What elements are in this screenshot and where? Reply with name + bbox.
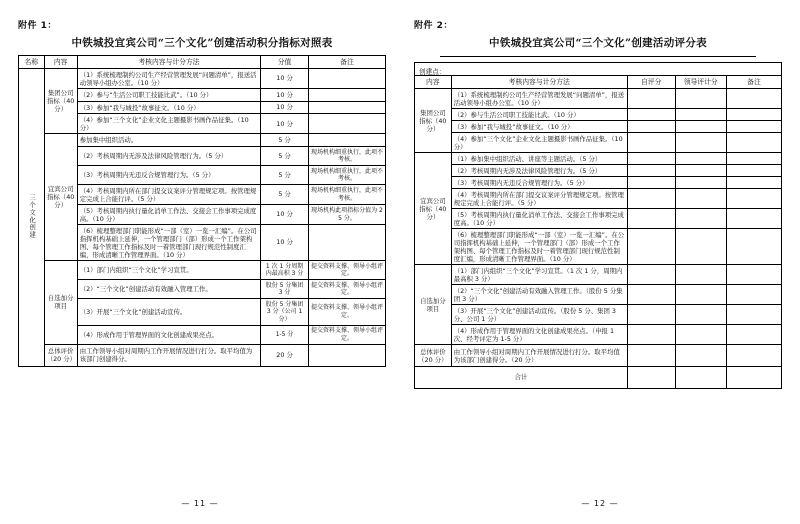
right-page	[400, 0, 800, 524]
remark-cell	[308, 225, 385, 261]
score-cell: 20 分	[261, 344, 309, 366]
col-remark: 备注	[726, 76, 781, 89]
remark-cell	[308, 89, 385, 102]
self-score-cell[interactable]	[627, 121, 675, 133]
self-score-cell[interactable]	[627, 345, 675, 367]
remark-cell: 提交资料支撑、领导小组评定。	[308, 299, 385, 326]
table-row	[415, 285, 782, 305]
method-cell: 由工作领导小组对周期内工作开展情况进行打分。取平均值为该部门创建得分。（20 分）	[451, 345, 627, 367]
review-score-cell[interactable]	[675, 325, 726, 345]
self-score-cell[interactable]	[627, 89, 675, 109]
remark-cell: 现场机构细重执行，此项不考核。	[308, 185, 385, 205]
remark-cell: 现场机构此项指标分值为 25 分。	[308, 205, 385, 225]
total-label: 合计	[415, 367, 628, 389]
table-row	[415, 305, 782, 325]
table-header-row	[415, 76, 782, 89]
col-content: 内容	[44, 56, 77, 69]
review-score-cell[interactable]	[675, 133, 726, 153]
remark-cell[interactable]	[726, 133, 781, 153]
table-row	[415, 89, 782, 109]
method-cell: （6）梳理整理部门职能形成“一部（室）一览一汇编”。在公司指挥机构基础上延伸，一个管理部门（部）形成一个工作架构图、每个管理工作指标及时一着管理部门现行规范性制度汇编，形成清晰工作管理界面。（10 分）	[451, 229, 627, 265]
score-cell: 10 分	[261, 114, 309, 134]
review-score-cell[interactable]	[675, 165, 726, 177]
review-score-cell[interactable]	[675, 285, 726, 305]
total-remark-cell[interactable]	[726, 367, 781, 389]
table-row	[415, 265, 782, 285]
review-score-cell[interactable]	[675, 345, 726, 367]
table-row	[415, 133, 782, 153]
method-cell: （3）参加“我与城投”故事征文。（10 分）	[77, 101, 261, 114]
score-cell: 5 分	[261, 134, 309, 147]
score-cell: 5 分	[261, 185, 309, 205]
total-review-cell[interactable]	[675, 367, 726, 389]
creator-field: 创建点：	[414, 62, 782, 75]
method-cell: （1）参加集中组织活动、讲座等主题活动。（5 分）	[451, 153, 627, 165]
table-row-total	[19, 344, 386, 366]
table-row-sum	[415, 367, 782, 389]
title-underline	[440, 55, 756, 57]
remark-cell	[308, 344, 385, 366]
remark-cell[interactable]	[726, 265, 781, 285]
remark-cell[interactable]	[726, 345, 781, 367]
self-score-cell[interactable]	[627, 285, 675, 305]
self-score-cell[interactable]	[627, 265, 675, 285]
remark-cell[interactable]	[726, 285, 781, 305]
method-cell: （5）考核周期内执行量化消单工作法、交接会工作事项完成度高。（10 分）	[451, 209, 627, 229]
self-score-cell[interactable]	[627, 153, 675, 165]
right-page-title: 中铁城投宜宾公司“三个文化”创建活动评分表	[489, 37, 707, 49]
group-label-jituan: 集团公司指标（40 分）	[415, 89, 452, 153]
method-cell: （3）开展“三个文化”创建活动宣传。	[77, 299, 261, 326]
col-method: 考核内容与计分方法	[451, 76, 627, 89]
self-score-cell[interactable]	[627, 165, 675, 177]
remark-cell	[308, 134, 385, 147]
page-number-right: — 12 —	[581, 499, 619, 508]
self-score-cell[interactable]	[627, 305, 675, 325]
review-score-cell[interactable]	[675, 121, 726, 133]
table-row	[19, 69, 386, 89]
score-cell: 10 分	[261, 205, 309, 225]
group-label-yibin: 宜宾公司指标（40 分）	[415, 153, 452, 265]
remark-cell: 现场机构细重执行，此项不考核。	[308, 166, 385, 185]
method-cell: （4）考核周期内所在部门提交议案评分管理规定项。按管理规定完成上合能行评。（5 分）	[451, 189, 627, 209]
method-cell: （4）参加“三个文化”企业文化主题摄影书画作品征集。（10 分）	[77, 114, 261, 134]
self-score-cell[interactable]	[627, 177, 675, 189]
review-score-cell[interactable]	[675, 153, 726, 165]
review-score-cell[interactable]	[675, 265, 726, 285]
score-cell: 10 分	[261, 89, 309, 102]
method-cell: （2）参与生活公司职工技能比武。（10 分）	[451, 109, 627, 121]
method-cell: （3）参加“我与城投”故事征文。（10 分）	[451, 121, 627, 133]
score-cell: 5 分	[261, 147, 309, 166]
col-score: 分值	[261, 56, 309, 69]
method-cell: （2）“三个文化”创建活动有效融入管理工作。（股份 5 分集团 3 分）	[451, 285, 627, 305]
col-self-score: 自评分	[627, 76, 675, 89]
score-cell: 股份 5 分集团 3 分（公司 1 分）	[261, 299, 309, 326]
remark-cell	[308, 69, 385, 89]
self-score-cell[interactable]	[627, 109, 675, 121]
remark-cell: 提交资料支撑、领导小组评定。	[308, 261, 385, 280]
method-cell: （4）参加“三个文化”企业文化主题摄影书画作品征集。（10 分）	[451, 133, 627, 153]
remark-cell[interactable]	[726, 89, 781, 109]
col-method: 考核内容与计分方法	[77, 56, 261, 69]
remark-cell[interactable]	[726, 121, 781, 133]
method-cell: （3）考核周期内无违反合规管理行为。（5 分）	[451, 177, 627, 189]
method-cell: （1）系统梳理制约公司生产经营管理发展“问题清单”，报送活动领导小组办公室。（10 分）	[77, 69, 261, 89]
method-cell: （1）部门内组织“三个文化”学习宣贯。	[77, 261, 261, 280]
review-score-cell[interactable]	[675, 109, 726, 121]
remark-cell[interactable]	[726, 153, 781, 165]
remark-cell	[308, 101, 385, 114]
remark-cell[interactable]	[726, 189, 781, 209]
self-score-cell[interactable]	[627, 189, 675, 209]
score-cell: 1-5 分	[261, 325, 309, 344]
group-label-bonus: 自选加分项目	[44, 261, 77, 345]
row-label-left: 三个文化创建	[19, 69, 45, 366]
table-row	[415, 109, 782, 121]
table-row	[415, 165, 782, 177]
table-row	[415, 229, 782, 265]
left-score-table	[18, 55, 386, 367]
remark-cell[interactable]	[726, 305, 781, 325]
table-row	[415, 189, 782, 209]
review-score-cell[interactable]	[675, 189, 726, 209]
remark-cell	[308, 114, 385, 134]
method-cell: （1）系统梳理制约公司生产经营管理发展“问题清单”，报送活动领导小组办公室。（10 分）	[451, 89, 627, 109]
table-row	[415, 325, 782, 345]
table-row	[415, 121, 782, 133]
self-score-cell[interactable]	[627, 133, 675, 153]
table-row-total	[415, 345, 782, 367]
col-name: 名称	[19, 56, 45, 69]
col-remark: 备注	[308, 56, 385, 69]
attachment-label-right: 附件 2：	[414, 21, 453, 31]
remark-cell[interactable]	[726, 325, 781, 345]
right-score-table	[414, 75, 782, 389]
method-cell: （4）形成作用于管理界面的文化创建成果亮点。	[77, 325, 261, 344]
table-header-row	[19, 56, 386, 69]
attachment-label-left: 附件 1：	[18, 21, 57, 31]
col-content: 内容	[415, 76, 452, 89]
remark-cell[interactable]	[726, 177, 781, 189]
score-cell: 1 次 1 分周期内最高积 3 分	[261, 261, 309, 280]
method-cell: （6）梳理整理部门职能形成“一部（室）一览一汇编”。在公司指挥机构基础上延伸，一个管理部门（部）形成一个工作架构图、每个管理工作指标及时一着管理部门现行规范性制度汇编，形成清晰工作管理界面。（10 分）	[77, 225, 261, 261]
remark-cell: 提交资料支撑、领导小组评定。	[308, 280, 385, 299]
table-row	[19, 134, 386, 147]
method-cell: 由工作领导小组对周期内工作开展情况进行打分。取平均值为该部门创建得分。	[77, 344, 261, 366]
table-row	[415, 209, 782, 229]
col-review-score: 领导评计分	[675, 76, 726, 89]
method-cell: （2）参与“生活公司职工技能比武”。（10 分）	[77, 89, 261, 102]
score-cell: 10 分	[261, 69, 309, 89]
method-cell: （1）部门内组织“三个文化”学习宣贯。（1 次 1 分，周期内最高积 3 分）	[451, 265, 627, 285]
method-cell: （2）考核周期内无涉及法律风险管理行为。（5 分）	[451, 165, 627, 177]
method-cell: （2）“三个文化”创建活动有效融入管理工作。	[77, 280, 261, 299]
self-score-cell[interactable]	[627, 325, 675, 345]
remark-cell[interactable]	[726, 209, 781, 229]
group-label-overall: 总体评价（20 分）	[415, 345, 452, 367]
remark-cell: 现场机构细重执行，此项不考核。	[308, 147, 385, 166]
review-score-cell[interactable]	[675, 177, 726, 189]
left-page-title: 中铁城投宜宾公司“三个文化”创建活动积分指标对照表	[71, 37, 333, 49]
self-score-cell[interactable]	[627, 229, 675, 265]
self-score-cell[interactable]	[627, 209, 675, 229]
group-label-bonus: 自选加分项目	[415, 265, 452, 345]
method-cell: （4）形成作用于管理界面的文化创建成果亮点。（申报 1 次、经考评定为 1-5 分）	[451, 325, 627, 345]
method-cell: （3）考核周期内无违反合规管理行为。（5 分）	[77, 166, 261, 185]
page-number-left: — 11 —	[181, 499, 219, 508]
review-score-cell[interactable]	[675, 229, 726, 265]
score-cell: 5 分	[261, 166, 309, 185]
method-cell: （2）考核周期内无涉及法律风险管理行为。（5 分）	[77, 147, 261, 166]
review-score-cell[interactable]	[675, 209, 726, 229]
remark-cell[interactable]	[726, 109, 781, 121]
review-score-cell[interactable]	[675, 305, 726, 325]
method-cell: 参加集中组织活动。	[77, 134, 261, 147]
method-cell: （5）考核周期内执行量化消单工作法、交接会工作事项完成度高。（10 分）	[77, 205, 261, 225]
score-cell: 10 分	[261, 225, 309, 261]
method-cell: （4）考核周期内所在部门提交议案评分管理规定项。按管理规定完成上合能行评。（5 分）	[77, 185, 261, 205]
total-self-cell[interactable]	[627, 367, 675, 389]
review-score-cell[interactable]	[675, 89, 726, 109]
group-label-jituan: 集团公司指标（40 分）	[44, 69, 77, 134]
score-cell: 股份 5 分集团 3 分	[261, 280, 309, 299]
remark-cell[interactable]	[726, 229, 781, 265]
table-row	[19, 261, 386, 280]
remark-cell: 提交资料支撑、领导小组评定。	[308, 325, 385, 344]
remark-cell[interactable]	[726, 165, 781, 177]
group-label-overall: 总体评价（20 分）	[44, 344, 77, 366]
table-row	[415, 153, 782, 165]
score-cell: 10 分	[261, 101, 309, 114]
group-label-yibin: 宜宾公司指标（40 分）	[44, 134, 77, 261]
table-row	[415, 177, 782, 189]
method-cell: （3）开展“三个文化”创建活动宣传。（股份 5 分、集团 3 分、公司 1 分）	[451, 305, 627, 325]
